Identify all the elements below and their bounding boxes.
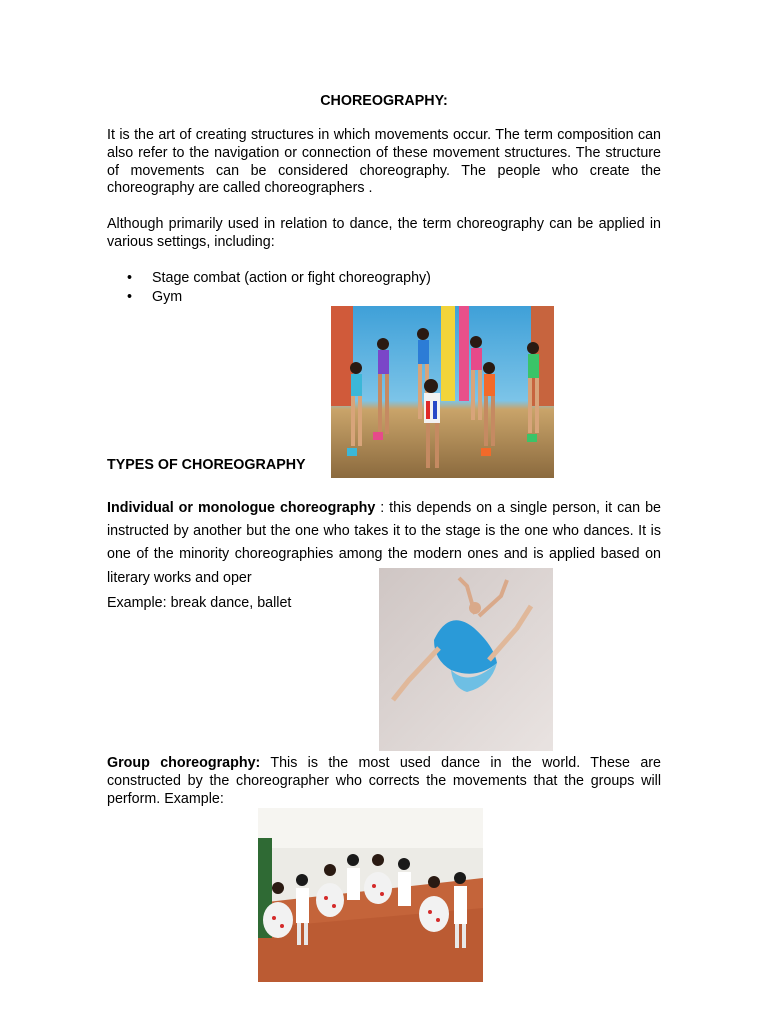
group-paragraph: [107, 755, 661, 808]
intro-paragraph: It is the art of creating structures in which movements occur. The term composition can also refer to the navigation or connection of these movement structures. The structure of movements can be considered choreography. The people who create the choreography are called choreographers .: [107, 127, 661, 197]
settings-list: [127, 269, 431, 306]
page-title: CHOREOGRAPHY:: [320, 93, 448, 109]
list-item: • Stage combat (action or fight choreography): [127, 269, 431, 288]
applied-paragraph: Although primarily used in relation to dance, the term choreography can be applied in various settings, including:: [107, 216, 661, 250]
group-label: Group choreography:: [107, 755, 261, 771]
group-dancers-photo: [331, 306, 554, 478]
individual-text: : this depends on a single person, it can be instructed by another but the one who takes it to the stage is the one who dances. It is one of the minority choreographies among the modern ones and is applied based on literary works and oper: [107, 500, 661, 586]
folk-dance-group-photo: [258, 808, 483, 982]
individual-label: Individual or monologue choreography: [107, 500, 376, 516]
individual-example: Example: break dance, ballet: [107, 595, 292, 611]
ballet-dancer-photo: [379, 568, 553, 751]
types-heading: TYPES OF CHOREOGRAPHY: [107, 457, 306, 473]
list-item: • Gym: [127, 288, 431, 307]
group-text: This is the most used dance in the world. These are constructed by the choreographer who corrects the movements that the groups will perform. Example:: [107, 755, 661, 807]
